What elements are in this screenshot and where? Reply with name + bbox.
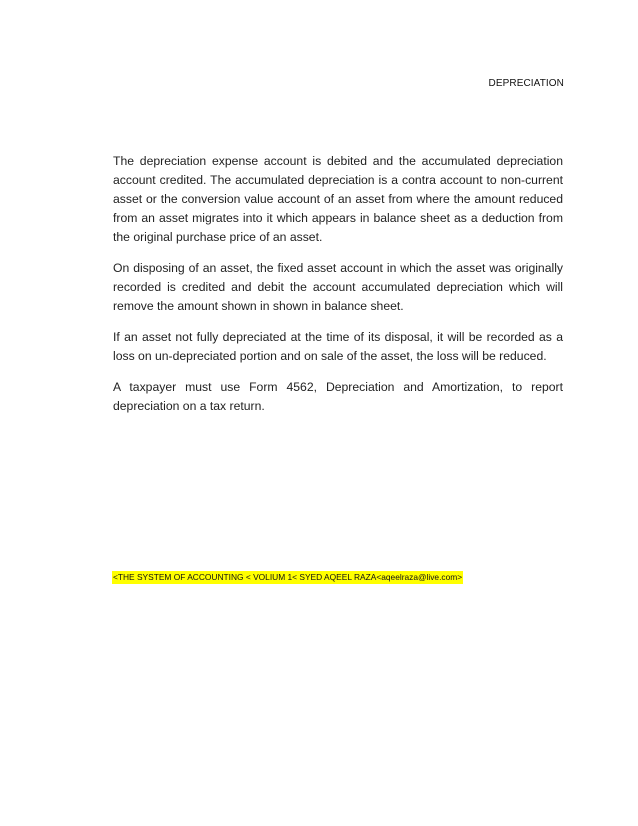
paragraph-2: On disposing of an asset, the fixed asset account in which the asset was originally recorded is credited and debit the account accumulated depreciation which will remove the amount shown in shown in balance sheet. (113, 261, 563, 313)
footer-citation: <THE SYSTEM OF ACCOUNTING < VOLIUM 1< SYED AQEEL RAZA<aqeelraza@live.com> (113, 572, 463, 582)
page-heading: DEPRECIATION (488, 78, 564, 89)
paragraph-1: The depreciation expense account is debited and the accumulated depreciation account credited. The accumulated depreciation is a contra account to non-current asset or the conversion value account of an asset from where the amount reduced from an asset migrates into it which appears in balance sheet as a deduction from the original purchase price of an asset. (113, 154, 563, 244)
paragraph-3: If an asset not fully depreciated at the time of its disposal, it will be recorded as a loss on un-depreciated portion and on sale of the asset, the loss will be reduced. (113, 330, 563, 363)
body-text (113, 152, 563, 428)
paragraph-4: A taxpayer must use Form 4562, Depreciation and Amortization, to report depreciation on a tax return. (113, 380, 563, 413)
